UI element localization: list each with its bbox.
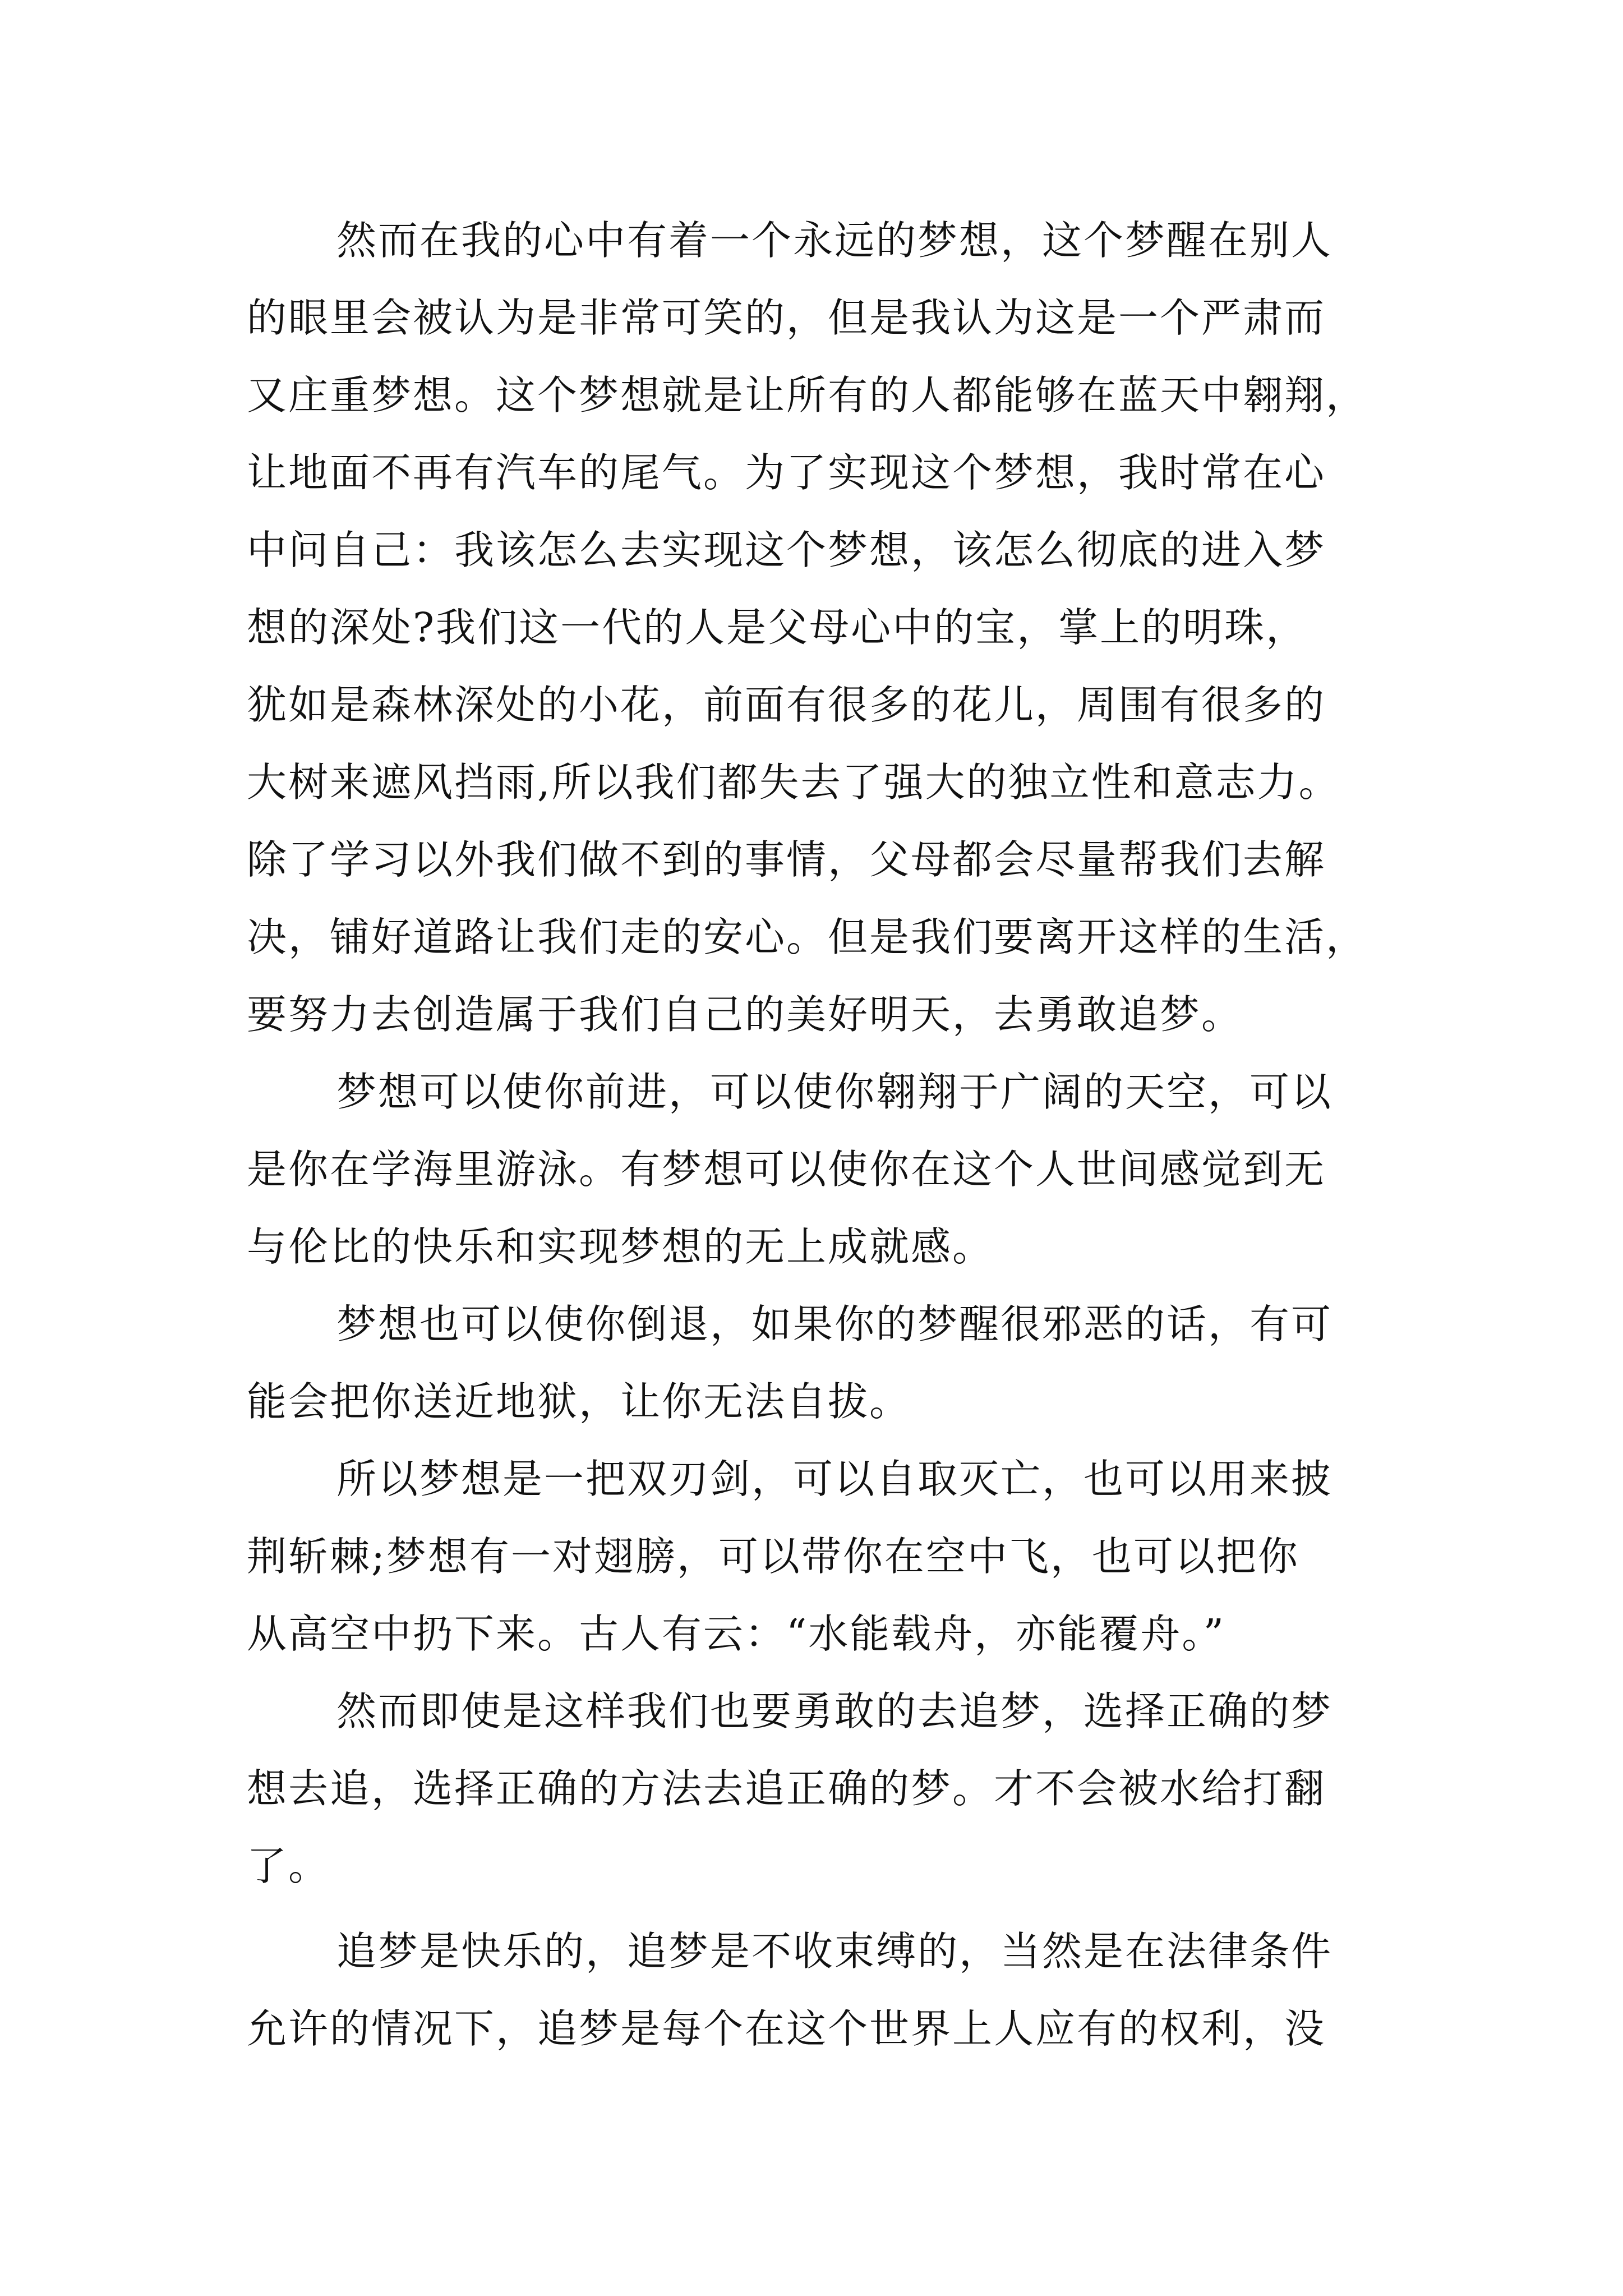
text-line: 梦想也可以使你倒退，如果你的梦醒很邪恶的话，有可	[336, 1301, 1333, 1347]
text-line: 除了学习以外我们做不到的事情，父母都会尽量帮我们去解	[247, 836, 1326, 883]
text-line: 想的深处?我们这一代的人是父母心中的宝，掌上的明珠，	[247, 604, 1308, 651]
text-line: 追梦是快乐的，追梦是不收束缚的，当然是在法律条件	[336, 1928, 1333, 1975]
text-line: 决，铺好道路让我们走的安心。但是我们要离开这样的生活，	[247, 914, 1368, 960]
text-line: 的眼里会被认为是非常可笑的，但是我认为这是一个严肃而	[247, 295, 1326, 341]
text-line: 荆斩棘;梦想有一对翅膀，可以带你在空中飞，也可以把你	[247, 1533, 1299, 1580]
text-line: 允许的情况下，追梦是每个在这个世界上人应有的权利，没	[247, 2005, 1326, 2052]
text-line: 从高空中扔下来。古人有云：“水能载舟，亦能覆舟。”	[247, 1611, 1226, 1657]
text-line: 所以梦想是一把双刃剑，可以自取灭亡，也可以用来披	[336, 1456, 1333, 1502]
text-line: 大树来遮风挡雨,所以我们都失去了强大的独立性和意志力。	[247, 759, 1340, 806]
text-line: 了。	[247, 1843, 330, 1889]
text-line: 又庄重梦想。这个梦想就是让所有的人都能够在蓝天中翱翔，	[247, 372, 1368, 418]
text-line: 然而在我的心中有着一个永远的梦想，这个梦醒在别人	[336, 217, 1333, 264]
text-line: 梦想可以使你前进，可以使你翱翔于广阔的天空，可以	[336, 1069, 1333, 1115]
text-line: 中问自己：我该怎么去实现这个梦想，该怎么彻底的进入梦	[247, 527, 1326, 573]
text-line: 让地面不再有汽车的尾气。为了实现这个梦想，我时常在心	[247, 449, 1326, 496]
text-line: 是你在学海里游泳。有梦想可以使你在这个人世间感觉到无	[247, 1146, 1326, 1193]
text-line: 犹如是森林深处的小花，前面有很多的花儿，周围有很多的	[247, 682, 1326, 728]
text-line: 然而即使是这样我们也要勇敢的去追梦，选择正确的梦	[336, 1688, 1333, 1734]
document-body	[247, 202, 1391, 2068]
text-line: 想去追，选择正确的方法去追正确的梦。才不会被水给打翻	[247, 1765, 1326, 1812]
text-line: 与伦比的快乐和实现梦想的无上成就感。	[247, 1223, 994, 1270]
text-line: 要努力去创造属于我们自己的美好明天，去勇敢追梦。	[247, 991, 1243, 1038]
text-line: 能会把你送近地狱，让你无法自拔。	[247, 1378, 911, 1425]
